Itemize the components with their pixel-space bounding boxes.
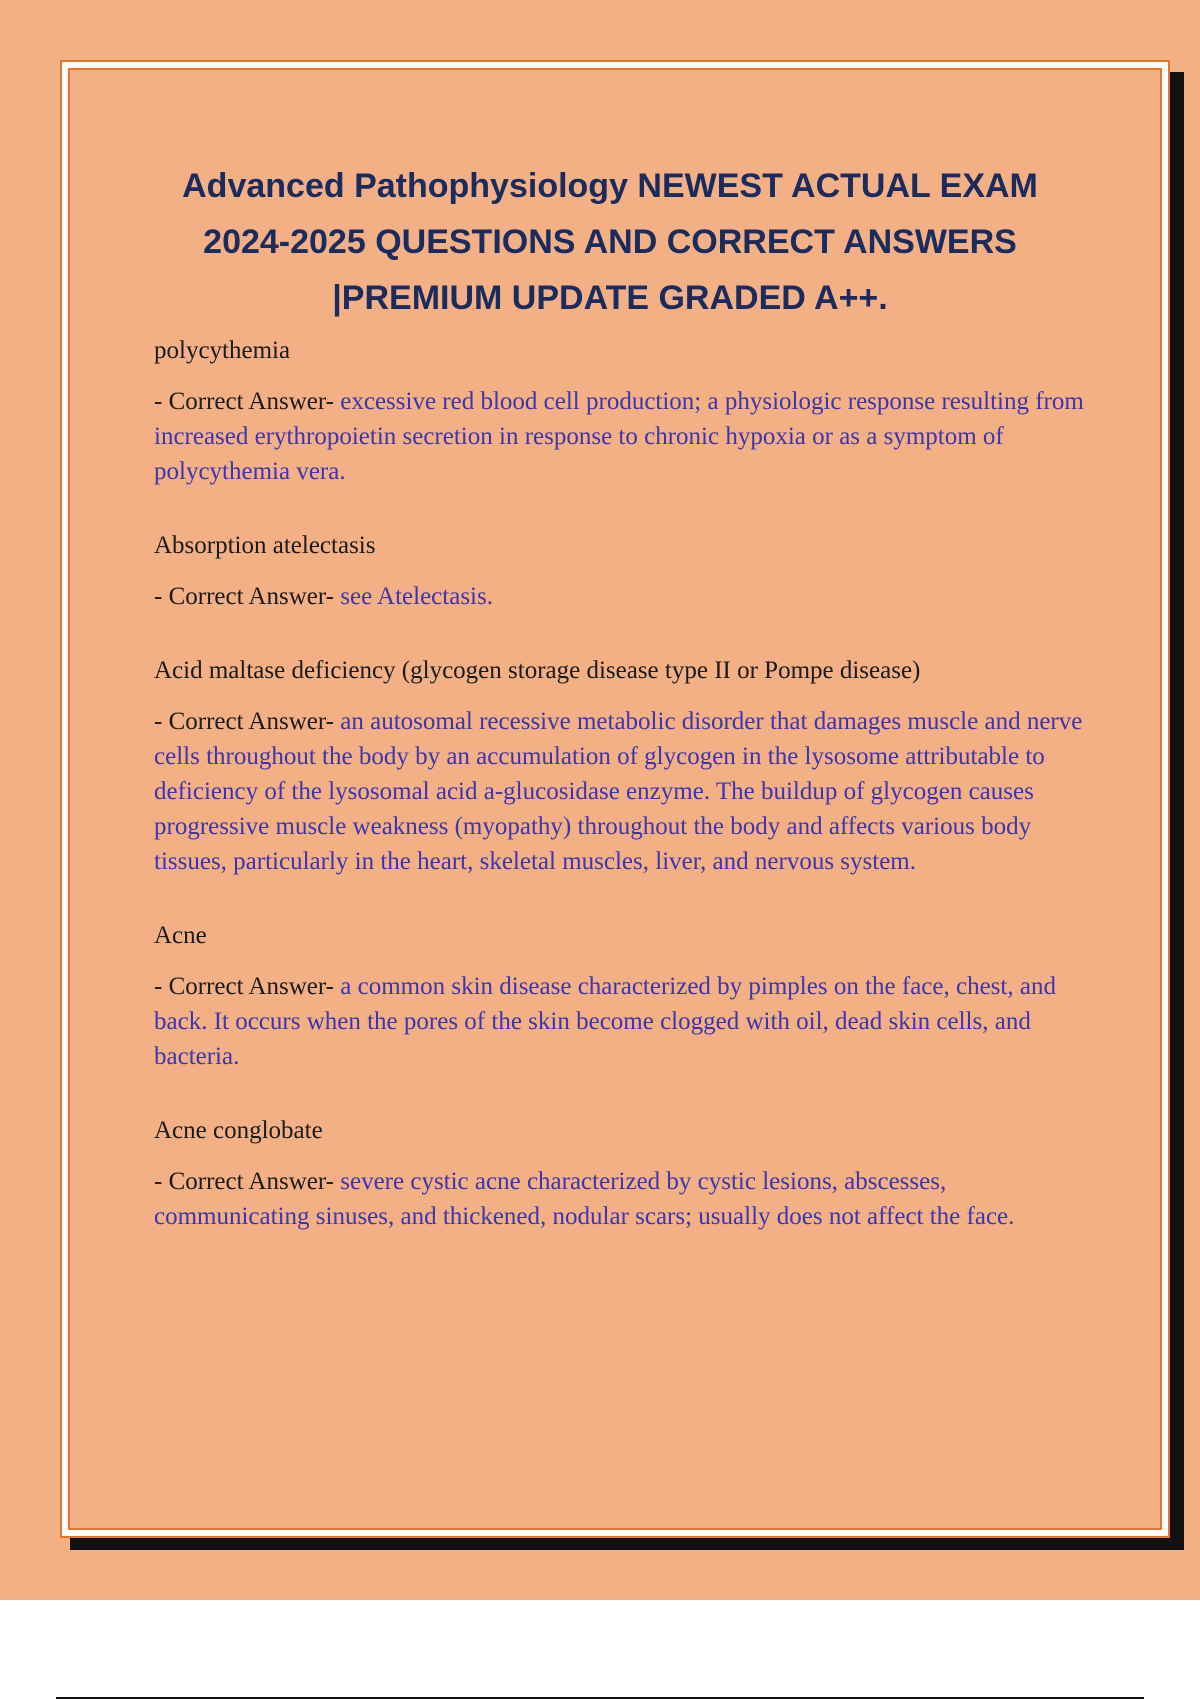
term: Absorption atelectasis — [154, 532, 376, 559]
answer-text: see Atelectasis. — [340, 583, 493, 610]
qa-item — [154, 919, 1094, 1074]
answer-prefix: - Correct Answer- — [154, 1168, 341, 1195]
term: polycythemia — [154, 337, 291, 364]
answer — [154, 1164, 1094, 1234]
answer-prefix: - Correct Answer- — [154, 973, 341, 1000]
answer — [154, 579, 1094, 614]
bottom-rule — [56, 1697, 1144, 1699]
document-frame-inner — [68, 68, 1162, 1530]
qa-item — [154, 654, 1094, 879]
answer-prefix: - Correct Answer- — [154, 583, 341, 610]
document-frame — [60, 60, 1170, 1538]
answer — [154, 969, 1094, 1074]
term: Acid maltase deficiency (glycogen storage disease type II or Pompe disease) — [154, 657, 921, 684]
term: Acne conglobate — [154, 1117, 323, 1144]
qa-item — [154, 1114, 1094, 1234]
qa-list — [154, 334, 1094, 1274]
answer-prefix: - Correct Answer- — [154, 708, 341, 735]
document-title: Advanced Pathophysiology NEWEST ACTUAL EXAM 2024-2025 QUESTIONS AND CORRECT ANSWERS |PREMIUM UPDATE GRADED A++. — [182, 167, 1038, 317]
answer-text: severe cystic acne characterized by cystic lesions, abscesses, communicating sinuses, and thickened, nodular scars; usually does not affect the face. — [154, 1168, 1015, 1230]
qa-item — [154, 334, 1094, 489]
answer-text: an autosomal recessive metabolic disorder that damages muscle and nerve cells throughout the body by an accumulation of glycogen in the lysosome attributable to deficiency of the lysosomal acid a-glucosidase enzyme. The buildup of glycogen causes progressive muscle weakness (myopathy) throughout the body and affects various body tissues, particularly in the heart, skeletal muscles, liver, and nervous system. — [154, 708, 1083, 875]
answer-prefix: - Correct Answer- — [154, 388, 341, 415]
answer-text: excessive red blood cell production; a physiologic response resulting from increased erythropoietin secretion in response to chronic hypoxia or as a symptom of polycythemia vera. — [154, 388, 1084, 485]
term: Acne — [154, 922, 207, 949]
answer — [154, 704, 1094, 879]
answer — [154, 384, 1094, 489]
answer-text: a common skin disease characterized by pimples on the face, chest, and back. It occurs when the pores of the skin become clogged with oil, dead skin cells, and bacteria. — [154, 973, 1056, 1070]
qa-item — [154, 529, 1094, 614]
